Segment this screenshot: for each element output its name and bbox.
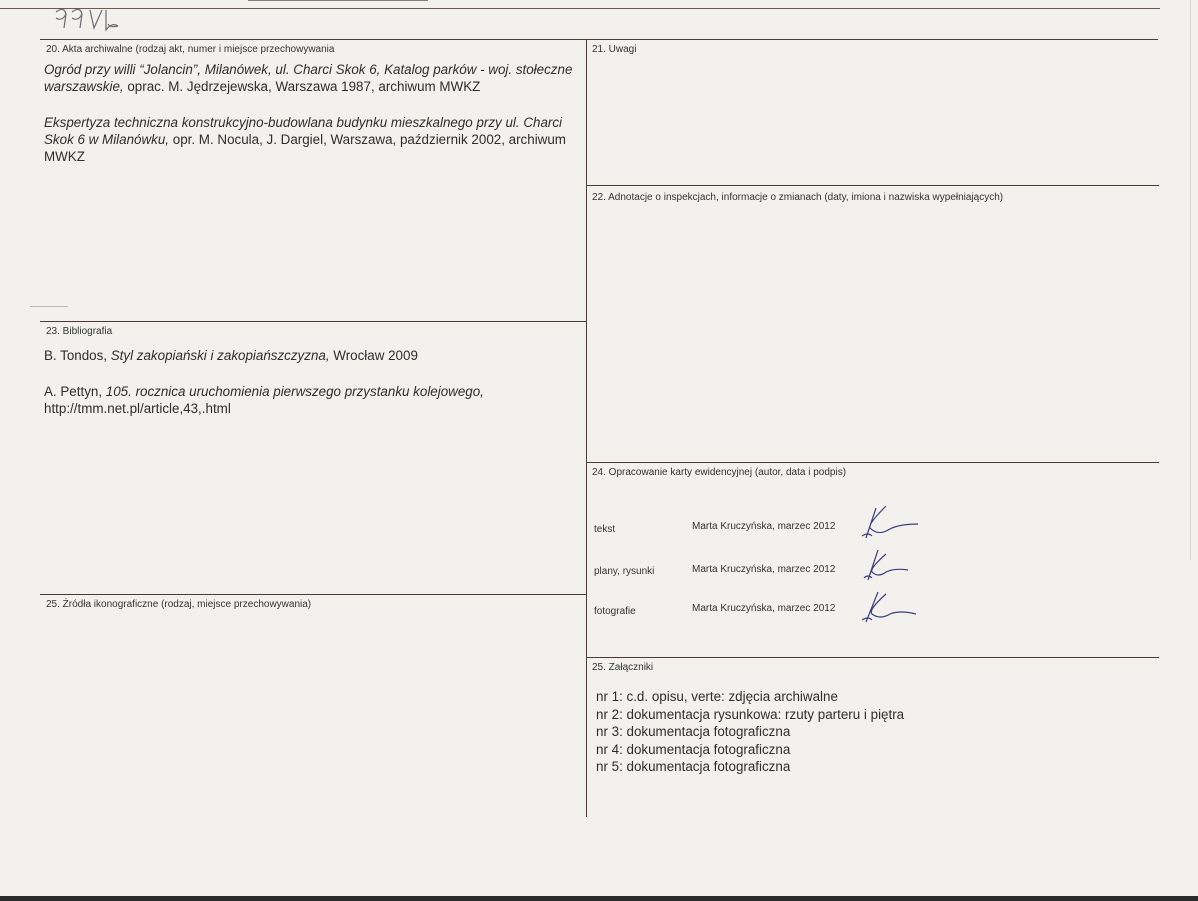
attachment-item: nr 3: dokumentacja fotograficzna: [596, 724, 791, 739]
section-25b-label: 25. Załączniki: [592, 662, 654, 673]
signature-row-type: plany, rysunki: [594, 566, 655, 577]
bibliography-entry: B. Tondos, Styl zakopiański i zakopiańszczyzna, Wrocław 2009: [44, 348, 418, 363]
row-divider-23: [40, 321, 587, 322]
signature-row-author: Marta Kruczyńska, marzec 2012: [692, 603, 836, 614]
section-24-label: 24. Opracowanie karty ewidencyjnej (autor, data i podpis): [592, 467, 847, 478]
signature-mark: [858, 548, 918, 582]
section-22-label: 22. Adnotacje o inspekcjach, informacje o zmianach (daty, imiona i nazwiska wypełniających): [592, 192, 1004, 203]
attachments-list: [596, 688, 904, 776]
section-23-content: [44, 347, 564, 436]
section-23-label: 23. Bibliografia: [46, 326, 113, 337]
attachment-item: nr 1: c.d. opisu, verte: zdjęcia archiwalne: [596, 689, 838, 704]
archive-entry: Ogród przy willi “Jolancin”, Milanówek, ul. Charci Skok 6, Katalog parków - woj. stołeczne warszawskie, oprac. M. Jędrzejewska, Warszawa 1987, archiwum MWKZ: [44, 62, 573, 94]
attachment-item: nr 4: dokumentacja fotograficzna: [596, 741, 791, 757]
row-divider-22: [587, 185, 1159, 186]
row-divider-top: [40, 39, 1158, 40]
archive-entry: Ekspertyza techniczna konstrukcyjno-budowlana budynku mieszkalnego przy ul. Charci Skok 6 w Milanówku, opr. M. Nocula, J. Dargiel, Warszawa, październik 2002, archiwum MWKZ: [44, 115, 566, 164]
signature-row-author: Marta Kruczyńska, marzec 2012: [692, 564, 836, 575]
top-fold-line: [248, 0, 428, 1]
attachment-item: nr 5: dokumentacja fotograficzna: [596, 759, 791, 774]
right-edge-fold: [1190, 0, 1191, 560]
row-divider-24: [587, 462, 1159, 463]
signature-mark: [856, 588, 920, 624]
column-divider: [586, 39, 587, 817]
bibliography-entry: A. Pettyn, 105. rocznica uruchomienia pierwszego przystanku kolejowego, http://tmm.net.pl/article,43,.html: [44, 384, 484, 416]
attachment-item: nr 2: dokumentacja rysunkowa: rzuty parteru i piętra: [596, 706, 905, 722]
section-20-label: 20. Akta archiwalne (rodzaj akt, numer i miejsce przechowywania: [46, 44, 335, 55]
signature-row-author: Marta Kruczyńska, marzec 2012: [692, 521, 836, 532]
row-divider-25a: [40, 594, 587, 595]
signature-mark: [858, 502, 924, 542]
section-20-content: [44, 61, 579, 184]
section-25a-label: 25. Źródła ikonograficzne (rodzaj, miejsce przechowywania): [46, 599, 312, 610]
row-divider-25b: [587, 657, 1159, 658]
signature-row-type: fotografie: [594, 606, 636, 617]
top-border-line: [0, 8, 1160, 9]
section-21-label: 21. Uwagi: [592, 44, 637, 55]
bottom-edge: [0, 896, 1198, 901]
pencil-mark: [30, 306, 68, 307]
signature-row-type: tekst: [594, 524, 616, 535]
